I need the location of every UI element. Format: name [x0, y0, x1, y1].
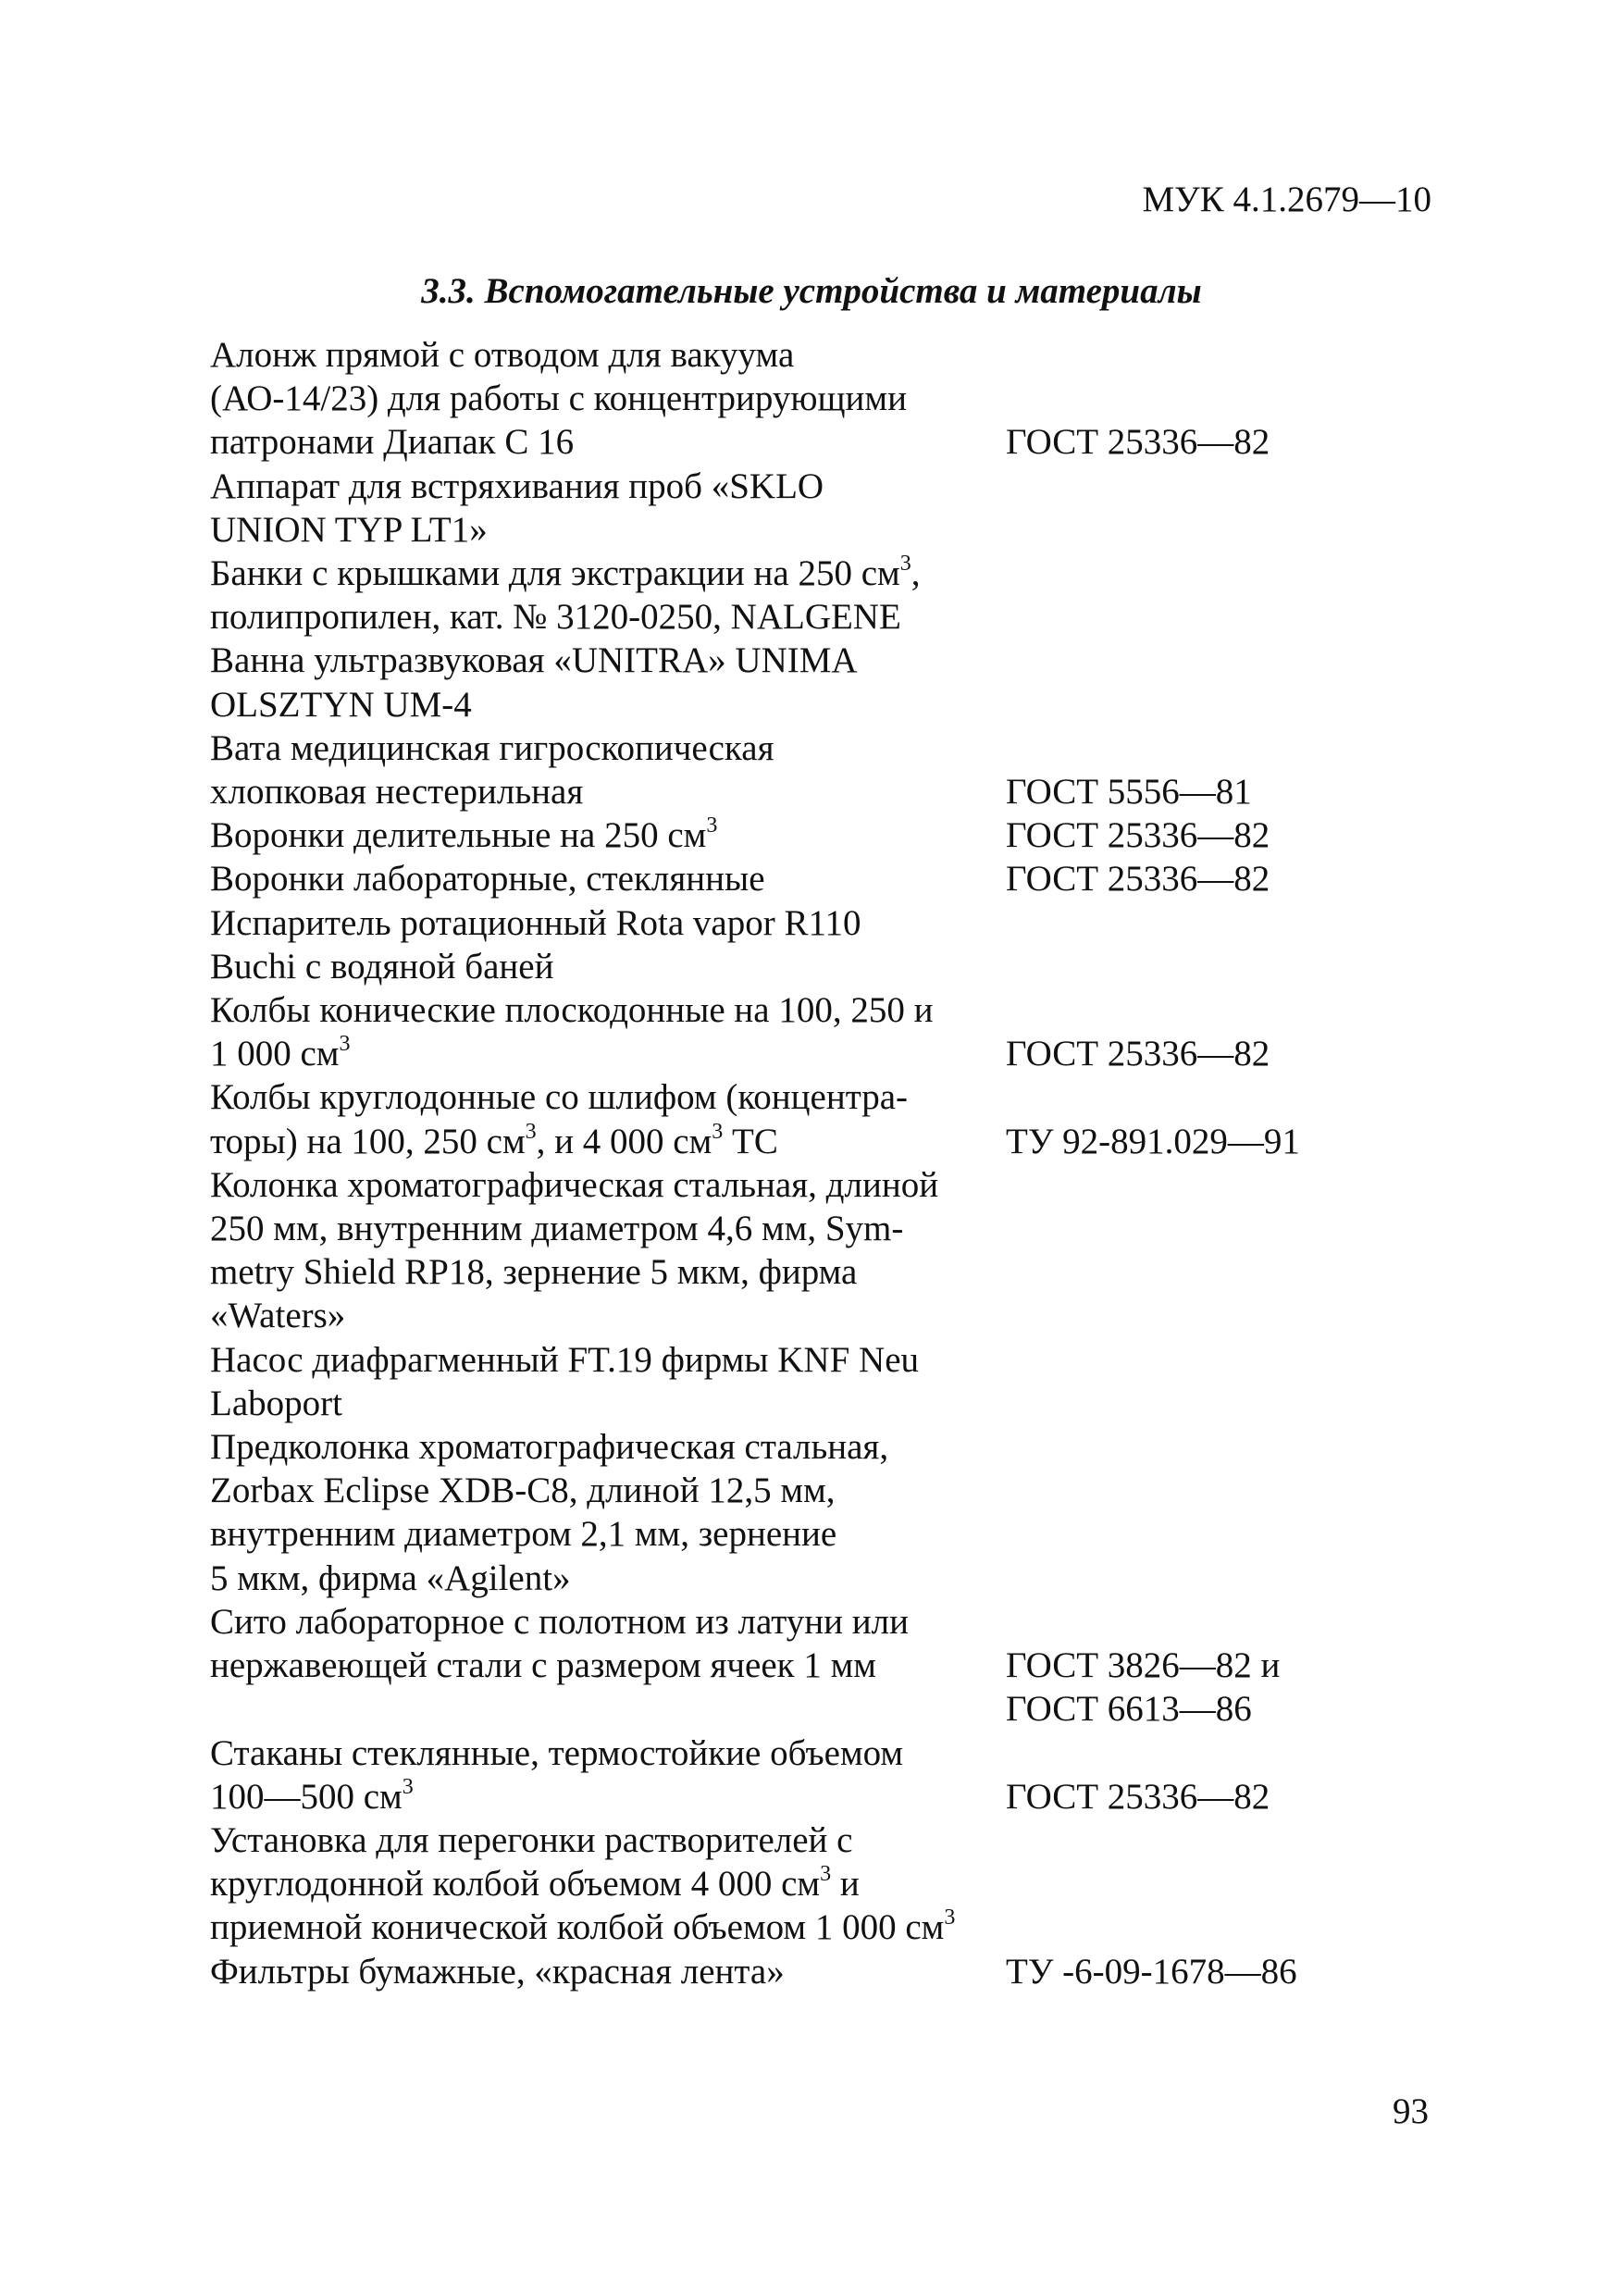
superscript: 3 [706, 813, 718, 838]
superscript: 3 [712, 1119, 724, 1144]
item-text: Предколонка хроматографическая стальная, [210, 1427, 889, 1468]
item-text: Насос диафрагменный FT.19 фирмы KNF Neu [210, 1339, 920, 1380]
item-text: (АО-14/23) для работы с концентрирующими [210, 379, 907, 419]
item-text: Алонж прямой с отводом для вакуума [210, 335, 795, 375]
item-standard: ГОСТ 25336—82 [1006, 1034, 1270, 1074]
item-standard: ГОСТ 25336—82 [1006, 815, 1270, 856]
list-item [210, 901, 1413, 988]
superscript: 3 [525, 1119, 537, 1144]
item-text: Установка для перегонки растворителей с [210, 1819, 853, 1860]
item-text: 250 мм, внутренним диаметром 4,6 мм, Sym- [210, 1209, 904, 1249]
item-text: Ванна ультразвуковая «UNITRA» UNIMA [210, 640, 858, 681]
list-item [210, 1425, 1413, 1600]
item-text: Аппарат для встряхивания проб «SKLO [210, 465, 824, 506]
list-item [210, 1163, 1413, 1338]
list-item [210, 813, 1413, 857]
list-item [210, 857, 1413, 900]
item-standard: ТУ -6-09-1678—86 [1006, 1951, 1297, 1992]
item-text: круглодонной колбой объемом 4 000 $см^3$ и [210, 1862, 860, 1905]
item-standard: ГОСТ 25336—82 [1006, 1776, 1270, 1817]
item-text: Buchi с водяной баней [210, 946, 554, 987]
list-item [210, 333, 1413, 465]
item-standard: ГОСТ 25336—82 [1006, 859, 1270, 900]
item-text: хлопковая нестерильная [210, 772, 584, 813]
superscript: 3 [402, 1774, 414, 1799]
item-text: Колбы конические плоскодонные на 100, 250 и [210, 990, 934, 1031]
item-text: 100—500 $см^3$ [210, 1774, 414, 1817]
item-standard: ГОСТ 3826—82 и [1006, 1645, 1281, 1686]
item-standard: ТУ 92-891.029—91 [1006, 1121, 1300, 1161]
list-item [210, 1075, 1413, 1162]
list-item [210, 988, 1413, 1075]
item-standard: ГОСТ 25336—82 [1006, 422, 1270, 463]
list-item [210, 639, 1413, 726]
page-number: 93 [1393, 2091, 1429, 2131]
superscript: 3 [944, 1905, 956, 1930]
item-text: Вата медицинская гигроскопическая [210, 727, 774, 768]
item-text: Стаканы стеклянные, термостойкие объемом [210, 1732, 904, 1773]
item-text: Воронки лабораторные, стеклянные [210, 859, 765, 900]
item-standard: ГОСТ 5556—81 [1006, 772, 1252, 813]
item-text: OLSZTYN UM-4 [210, 684, 472, 725]
section-title: 3.3. Вспомогательные устройства и материалы [421, 271, 1202, 311]
item-text: «Waters» [210, 1296, 346, 1336]
item-text: 1 000 $см^3$ [210, 1032, 351, 1074]
materials-list [210, 333, 1413, 1993]
item-text: приемной конической колбой объемом 1 000 $см^3$ [210, 1905, 956, 1948]
list-item [210, 1600, 1413, 1731]
item-text: полипропилен, кат. № 3120-0250, NALGENE [210, 597, 901, 638]
item-text: Laboport [210, 1383, 342, 1423]
list-item [210, 1950, 1413, 1993]
item-text: Zorbax Eclipse XDB-C8, длиной 12,5 мм, [210, 1471, 836, 1511]
item-text: UNION TYP LT1» [210, 509, 488, 550]
list-item [210, 1338, 1413, 1425]
list-item [210, 552, 1413, 639]
item-text: торы) на 100, 250 $см^3$, и 4 000 $см^3$ ТС [210, 1119, 778, 1161]
item-text: Воронки делительные на 250 $см^3$ [210, 813, 718, 856]
item-text: 5 мкм, фирма «Agilent» [210, 1558, 571, 1598]
item-text: патронами Диапак С 16 [210, 422, 575, 463]
list-item [210, 1818, 1413, 1950]
superscript: 3 [899, 552, 911, 577]
item-text: нержавеющей стали с размером ячеек 1 мм [210, 1645, 876, 1686]
list-item [210, 465, 1413, 552]
item-text: Банки с крышками для экстракции на 250 $см^3$, [210, 552, 921, 594]
item-text: Испаритель ротационный Rota vapor R110 [210, 902, 861, 943]
item-text: Сито лабораторное с полотном из латуни или [210, 1601, 909, 1642]
item-text: Колонка хроматографическая стальная, длиной [210, 1164, 939, 1205]
superscript: 3 [820, 1862, 832, 1887]
item-standard: ГОСТ 6613—86 [1006, 1689, 1252, 1730]
document-code: МУК 4.1.2679—10 [1142, 180, 1431, 219]
list-item [210, 726, 1413, 813]
item-text: metry Shield RP18, зернение 5 мкм, фирма [210, 1252, 858, 1293]
list-item [210, 1731, 1413, 1818]
item-text: Колбы круглодонные со шлифом (концентра- [210, 1077, 909, 1118]
item-text: внутренним диаметром 2,1 мм, зернение [210, 1514, 837, 1555]
item-text: Фильтры бумажные, «красная лента» [210, 1951, 785, 1992]
superscript: 3 [339, 1032, 351, 1057]
